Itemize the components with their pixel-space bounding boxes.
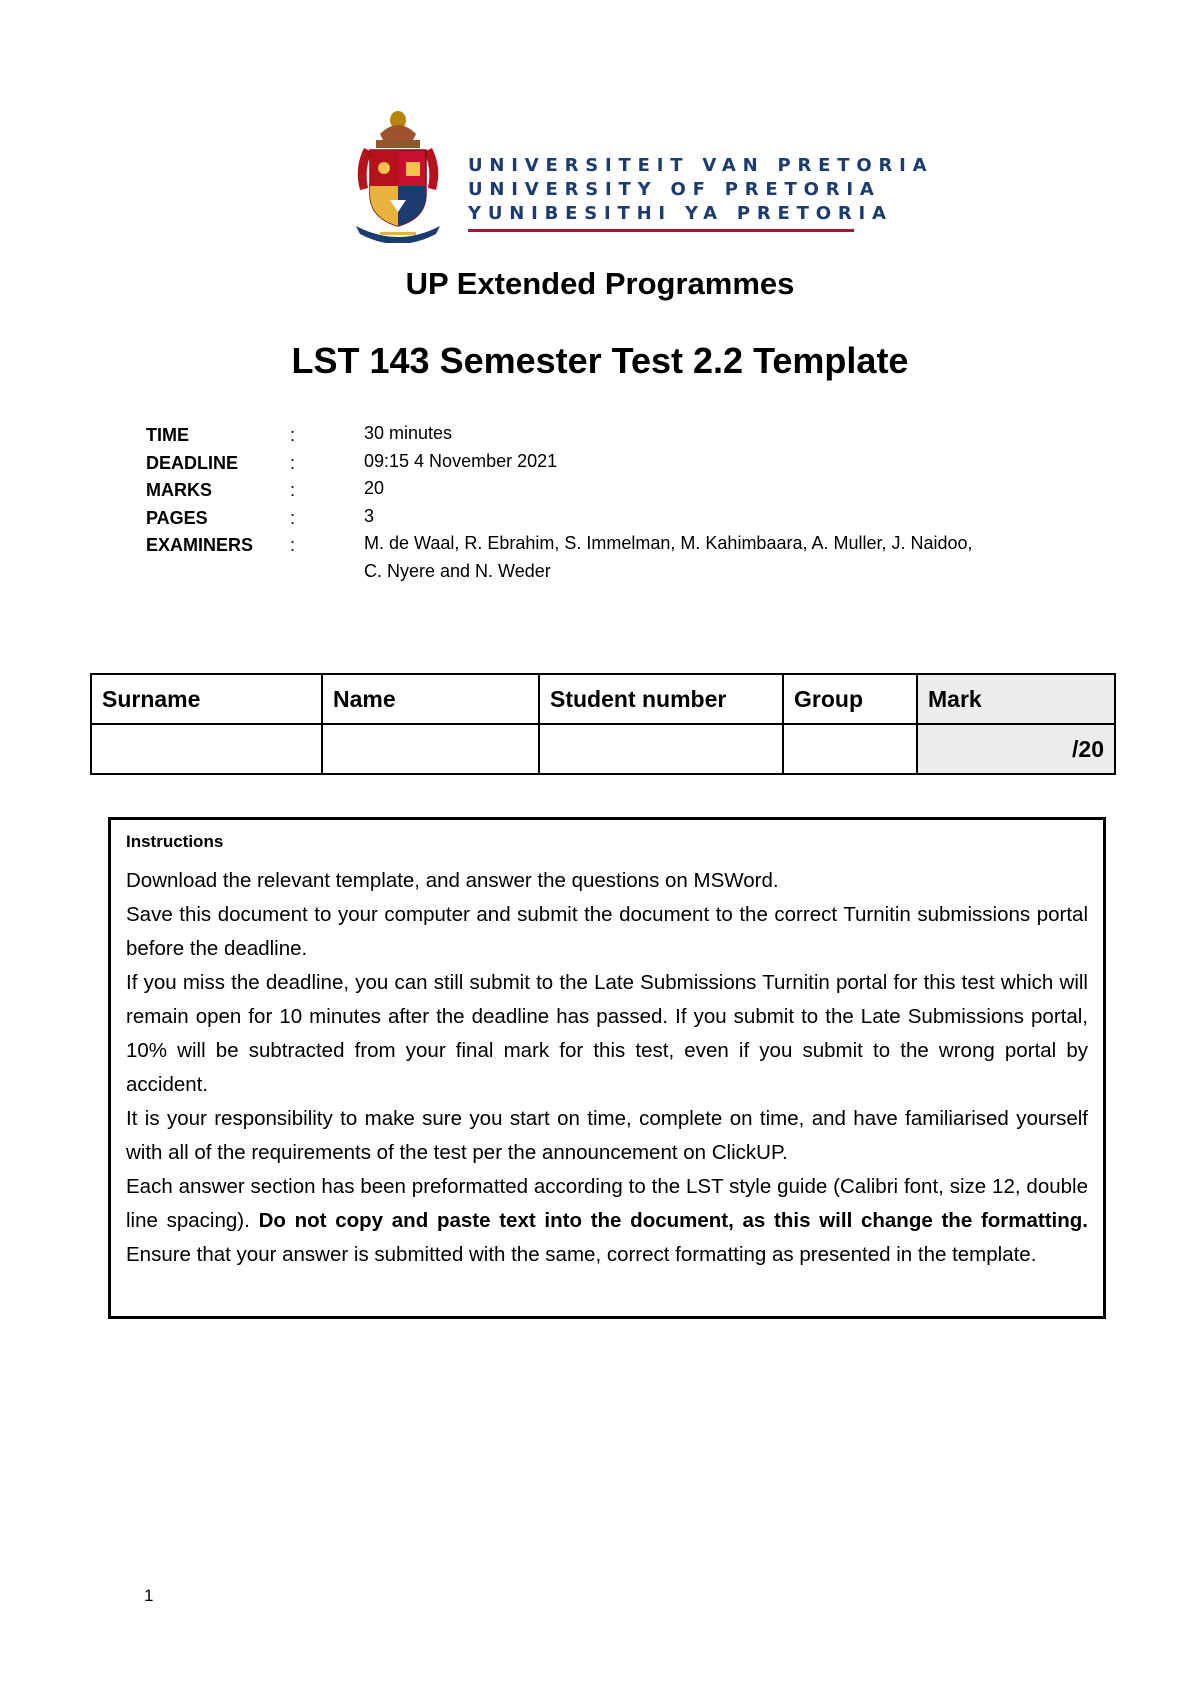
marks-label: MARKS: [146, 480, 212, 500]
pages-value: 3: [364, 505, 375, 526]
time-value: 30 minutes: [364, 423, 453, 443]
university-name-english: UNIVERSITY OF PRETORIA: [468, 179, 881, 200]
name-cell[interactable]: [322, 724, 539, 774]
examiners-label: EXAMINERS: [146, 535, 254, 555]
deadline-label: DEADLINE: [146, 452, 239, 473]
page-number: 1: [144, 1586, 154, 1605]
student-info-table: [90, 673, 1116, 775]
mark-total-cell: /20: [917, 724, 1115, 774]
programme-subtitle: UP Extended Programmes: [405, 266, 795, 301]
table-entry-row: [91, 724, 1115, 774]
instructions-box: [108, 817, 1106, 1319]
detail-colon: :: [290, 425, 296, 445]
university-wordmark: [468, 154, 934, 232]
university-crest-icon: [350, 108, 446, 243]
pages-label: PAGES: [146, 507, 208, 528]
document-title: LST 143 Semester Test 2.2 Template: [291, 340, 909, 381]
examiners-line-2: C. Nyere and N. Weder: [364, 560, 551, 581]
examiners-line-1: M. de Waal, R. Ebrahim, S. Immelman, M. Kahimbaara, A. Muller, J. Naidoo,: [364, 533, 973, 553]
surname-header: Surname: [91, 674, 322, 724]
university-logo: [350, 108, 934, 243]
table-header-row: [91, 674, 1115, 724]
instruction-paragraph: It is your responsibility to make sure you start on time, complete on time, and have familiarised yourself with all of the requirements of the test per the announcement on ClickUP.: [126, 1107, 1088, 1164]
wordmark-underline: [468, 229, 854, 232]
instruction-paragraph: If you miss the deadline, you can still submit to the Late Submissions Turnitin portal for this test which will remain open for 10 minutes after the deadline has passed. If you submit to the Late Submissions portal, 10% will be subtracted from your final mark for this test, even if you submit to the wrong portal by accident.: [126, 971, 1088, 1096]
detail-colon: :: [290, 507, 296, 528]
student-number-cell[interactable]: [539, 724, 783, 774]
student-number-header: Student number: [539, 674, 783, 724]
examiners-value: [364, 530, 1084, 585]
name-header: Name: [322, 674, 539, 724]
instruction-paragraph: Download the relevant template, and answer the questions on MSWord.: [126, 869, 779, 892]
instruction-text: Each answer section has been preformatted according to the LST style guide (Calibri font, size 12, double line spacing).: [126, 1175, 1088, 1232]
marks-value: 20: [364, 478, 385, 498]
mark-header: Mark: [917, 674, 1115, 724]
instruction-warning: Do not copy and paste text into the document, as this will change the formatting.: [258, 1209, 1088, 1232]
detail-colon: :: [290, 480, 296, 500]
instruction-paragraph: [126, 1170, 1088, 1272]
detail-colon: :: [290, 535, 296, 555]
university-name-sepedi: YUNIBESITHI YA PRETORIA: [468, 203, 893, 224]
group-header: Group: [783, 674, 917, 724]
deadline-value: 09:15 4 November 2021: [364, 450, 558, 471]
detail-colon: :: [290, 452, 296, 473]
instruction-paragraph: Save this document to your computer and submit the document to the correct Turnitin submissions portal before the deadline.: [126, 903, 1088, 960]
instructions-heading: Instructions: [126, 832, 224, 851]
university-name-afrikaans: UNIVERSITEIT VAN PRETORIA: [468, 155, 934, 176]
group-cell[interactable]: [783, 724, 917, 774]
time-label: TIME: [146, 425, 189, 445]
instruction-text: Ensure that your answer is submitted with the same, correct formatting as presented in the template.: [126, 1243, 1037, 1266]
surname-cell[interactable]: [91, 724, 322, 774]
